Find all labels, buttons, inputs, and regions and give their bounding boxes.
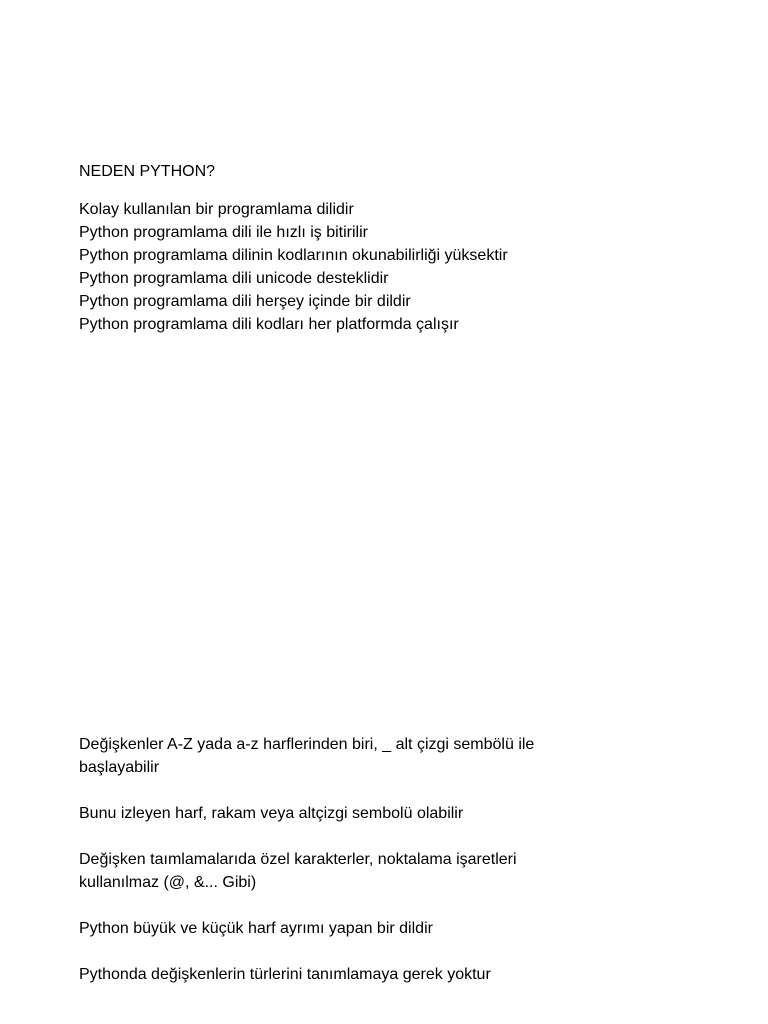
- rule-paragraph: Değişkenler A-Z yada a-z harflerinden biri, _ alt çizgi sembölü ile başlayabilir: [79, 736, 535, 776]
- list-item: Python programlama dili herşey içinde bir dildir: [79, 293, 411, 310]
- rule-paragraph: Python büyük ve küçük harf ayrımı yapan bir dildir: [79, 920, 433, 937]
- list-item: Python programlama dili ile hızlı iş bitirilir: [79, 224, 368, 241]
- list-item: Kolay kullanılan bir programlama dilidir: [79, 201, 354, 218]
- list-item: Python programlama dili unicode desteklidir: [79, 270, 389, 287]
- section-heading: NEDEN PYTHON?: [79, 163, 216, 180]
- list-item: Python programlama dili kodları her platformda çalışır: [79, 316, 459, 333]
- list-item: Python programlama dilinin kodlarının okunabilirliği yüksektir: [79, 247, 508, 264]
- rule-paragraph: Değişken taımlamalarıda özel karakterler, noktalama işaretleri kullanılmaz (@, &... Gibi): [79, 851, 517, 891]
- python-features-list: [79, 198, 699, 336]
- rule-paragraph: Pythonda değişkenlerin türlerini tanımlamaya gerek yoktur: [79, 966, 491, 983]
- variable-rules: [79, 733, 699, 1009]
- rule-paragraph: Bunu izleyen harf, rakam veya altçizgi sembolü olabilir: [79, 805, 464, 822]
